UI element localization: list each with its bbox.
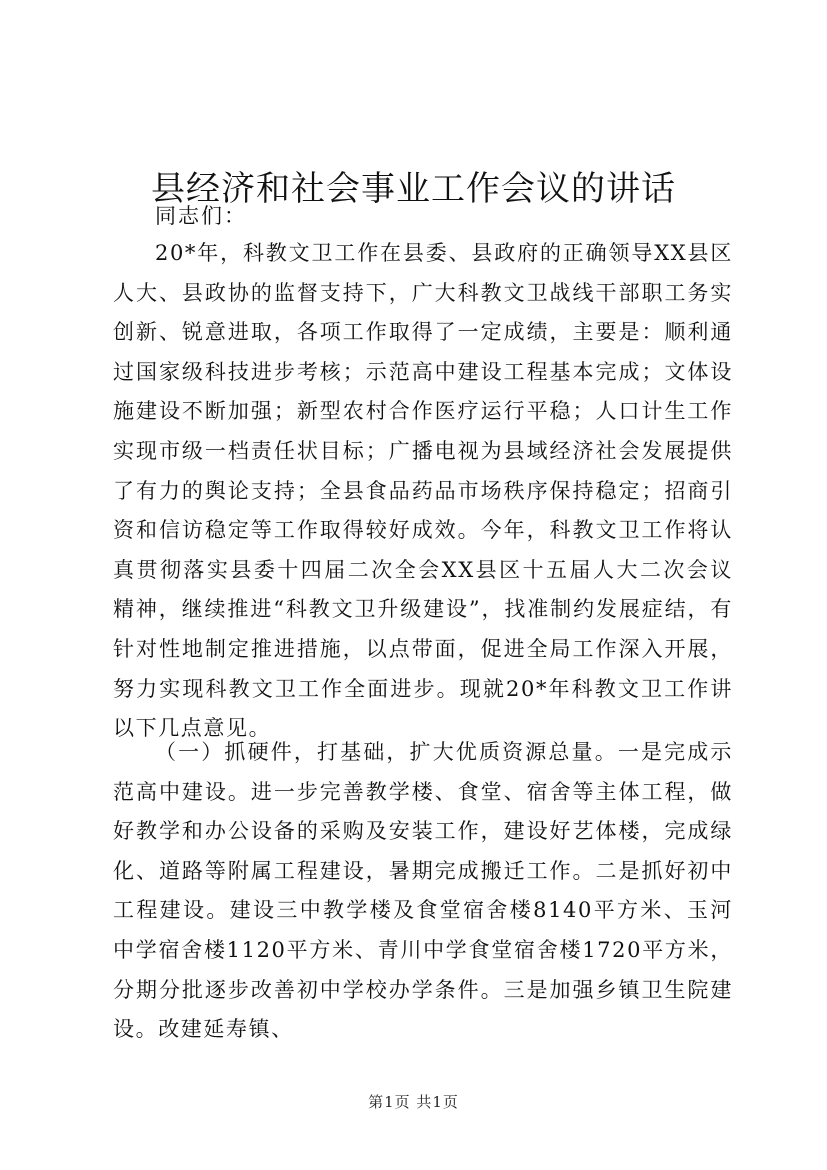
- paragraph-1: 20*年，科教文卫工作在县委、县政府的正确领导XX县区人大、县政协的监督支持下，广大科教文卫战线干部职工务实创新、锐意进取，各项工作取得了一定成绩，主要是：顺利通过国家级科技进步考核；示范高中建设工程基本完成；文体设施建设不断加强；新型农村合作医疗运行平稳；人口计生工作实现市级一档责任状目标；广播电视为县域经济社会发展提供了有力的舆论支持；全县食品药品市场秩序保持稳定；招商引资和信访稳定等工作取得较好成效。今年，科教文卫工作将认真贯彻落实县委十四届二次全会XX县区十五届人大二次会议精神，继续推进“科教文卫升级建设”，找准制约发展症结，有针对性地制定推进措施，以点带面，促进全局工作深入开展，努力实现科教文卫工作全面进步。现就20*年科教文卫工作讲以下几点意见。: [113, 241, 733, 741]
- greeting: 同志们：: [155, 204, 247, 228]
- paragraph-2: （一）抓硬件，打基础，扩大优质资源总量。一是完成示范高中建设。进一步完善教学楼、食堂、宿舍等主体工程，做好教学和办公设备的采购及安装工作，建设好艺体楼，完成绿化、道路等附属工程建设，暑期完成搬迁工作。二是抓好初中工程建设。建设三中教学楼及食堂宿舍楼8140平方米、玉河中学宿舍楼1120平方米、青川中学食堂宿舍楼1720平方米，分期分批逐步改善初中学校办学条件。三是加强乡镇卫生院建设。改建延寿镇、: [113, 740, 733, 1042]
- page-footer: 第1页 共1页: [368, 1093, 459, 1111]
- document-title: 县经济和社会事业工作会议的讲话: [151, 168, 676, 209]
